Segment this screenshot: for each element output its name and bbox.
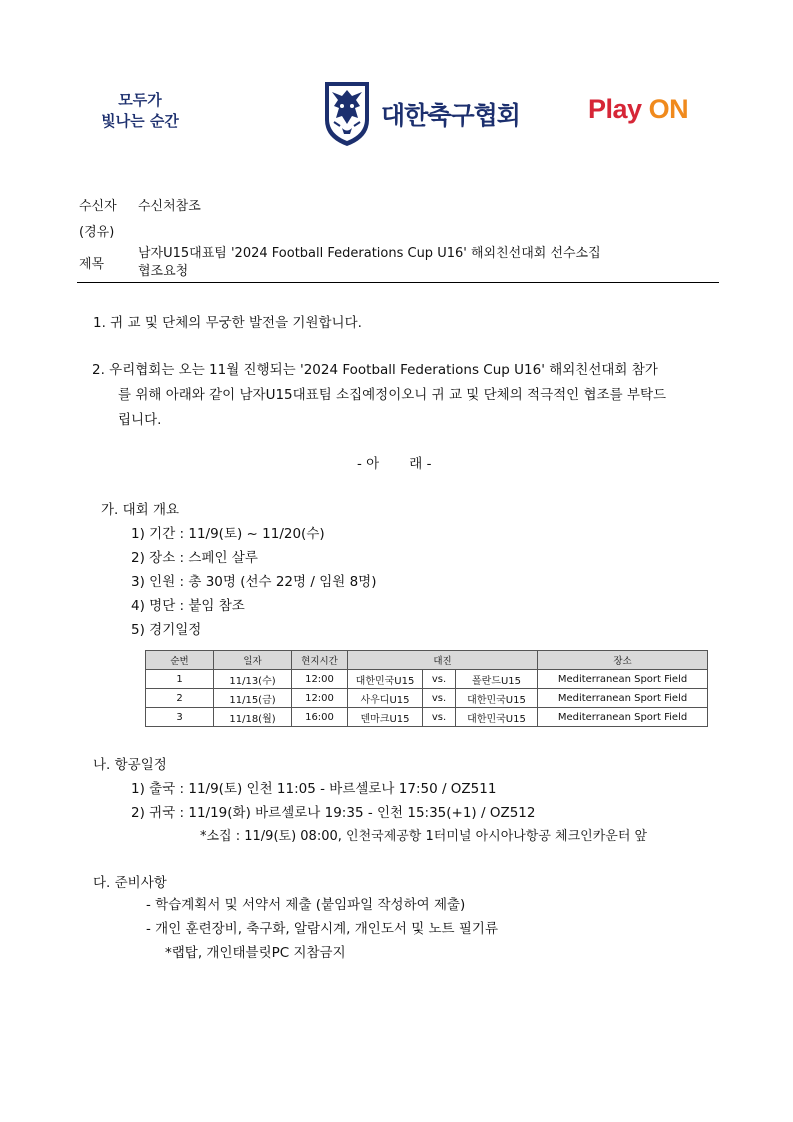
cell-venue: Mediterranean Sport Field <box>538 708 708 727</box>
section-b-item: 1) 출국 : 11/9(토) 인천 11:05 - 바르셀로나 17:50 / OZ511 <box>131 781 497 797</box>
subject-line1: 남자U15대표팀 '2024 Football Federations Cup U16' 해외친선대회 선수소집 <box>138 246 601 261</box>
cell-time: 12:00 <box>292 670 348 689</box>
section-a-title: 가. 대회 개요 <box>101 502 180 518</box>
table-row <box>146 708 708 727</box>
section-b-note: *소집 : 11/9(토) 08:00, 인천국제공항 1터미널 아시아나항공 체크인카운터 앞 <box>200 829 648 844</box>
recipient-label: 수신자 <box>79 199 117 214</box>
cell-time: 12:00 <box>292 689 348 708</box>
org-name: 대한축구협회 <box>381 101 520 130</box>
slogan-line2: 빛나는 순간 <box>101 112 179 130</box>
subject-line2: 협조요청 <box>138 264 189 279</box>
recipient-value: 수신처참조 <box>138 199 201 214</box>
table-header-row <box>146 651 708 670</box>
section-c-item: - 개인 훈련장비, 축구화, 알람시계, 개인도서 및 노트 필기류 <box>146 921 499 937</box>
cell-away: 대한민국U15 <box>456 689 538 708</box>
paragraph-2 <box>92 358 722 433</box>
cell-venue: Mediterranean Sport Field <box>538 670 708 689</box>
cell-date: 11/18(월) <box>214 708 292 727</box>
cell-vs: vs. <box>423 689 456 708</box>
paragraph-2-line1: 2. 우리협회는 오는 11월 진행되는 '2024 Football Federations Cup U16' 해외친선대회 참가 <box>92 362 658 378</box>
col-header-date: 일자 <box>214 651 292 670</box>
table-row <box>146 670 708 689</box>
kfa-tiger-emblem-icon <box>322 78 372 148</box>
cell-away: 폴란드U15 <box>456 670 538 689</box>
cell-home: 사우디U15 <box>348 689 423 708</box>
slogan-line1: 모두가 <box>118 91 162 109</box>
section-a-item: 2) 장소 : 스페인 살루 <box>131 550 258 566</box>
cell-vs: vs. <box>423 670 456 689</box>
cell-home: 대한민국U15 <box>348 670 423 689</box>
col-header-venue: 장소 <box>538 651 708 670</box>
cell-vs: vs. <box>423 708 456 727</box>
notice-heading: - 아 래 - <box>357 456 432 472</box>
section-c-note: *랩탑, 개인태블릿PC 지참금지 <box>165 945 346 961</box>
cell-date: 11/15(금) <box>214 689 292 708</box>
cell-venue: Mediterranean Sport Field <box>538 689 708 708</box>
cell-no: 1 <box>146 670 214 689</box>
paragraph-2-line3: 립니다. <box>118 412 162 428</box>
paragraph-2-line2: 를 위해 아래와 같이 남자U15대표팀 소집예정이오니 귀 교 및 단체의 적극적인 협조를 부탁드 <box>118 387 667 403</box>
play-on-logo-play: Play <box>588 94 642 124</box>
cell-time: 16:00 <box>292 708 348 727</box>
play-on-logo <box>588 94 688 125</box>
match-schedule-table <box>145 650 708 727</box>
subject-label: 제목 <box>79 257 105 272</box>
via-label: (경유) <box>79 225 115 240</box>
cell-no: 2 <box>146 689 214 708</box>
col-header-match: 대진 <box>348 651 538 670</box>
section-a-item: 5) 경기일정 <box>131 622 202 638</box>
play-on-logo-on: ON <box>648 94 689 124</box>
col-header-no: 순번 <box>146 651 214 670</box>
paragraph-1: 1. 귀 교 및 단체의 무궁한 발전을 기원합니다. <box>93 315 362 331</box>
section-b-title: 나. 항공일정 <box>93 757 167 773</box>
header-divider <box>77 282 719 283</box>
section-c-item: - 학습계획서 및 서약서 제출 (붙임파일 작성하여 제출) <box>146 897 466 913</box>
col-header-time: 현지시간 <box>292 651 348 670</box>
cell-date: 11/13(수) <box>214 670 292 689</box>
section-a-item: 1) 기간 : 11/9(토) ~ 11/20(수) <box>131 526 325 542</box>
section-c-title: 다. 준비사항 <box>93 875 167 891</box>
cell-away: 대한민국U15 <box>456 708 538 727</box>
section-a-item: 3) 인원 : 총 30명 (선수 22명 / 임원 8명) <box>131 574 377 590</box>
section-a-item: 4) 명단 : 붙임 참조 <box>131 598 245 614</box>
table-row <box>146 689 708 708</box>
cell-no: 3 <box>146 708 214 727</box>
section-b-item: 2) 귀국 : 11/19(화) 바르셀로나 19:35 - 인천 15:35(+1) / OZ512 <box>131 805 536 821</box>
cell-home: 덴마크U15 <box>348 708 423 727</box>
slogan <box>90 90 190 132</box>
